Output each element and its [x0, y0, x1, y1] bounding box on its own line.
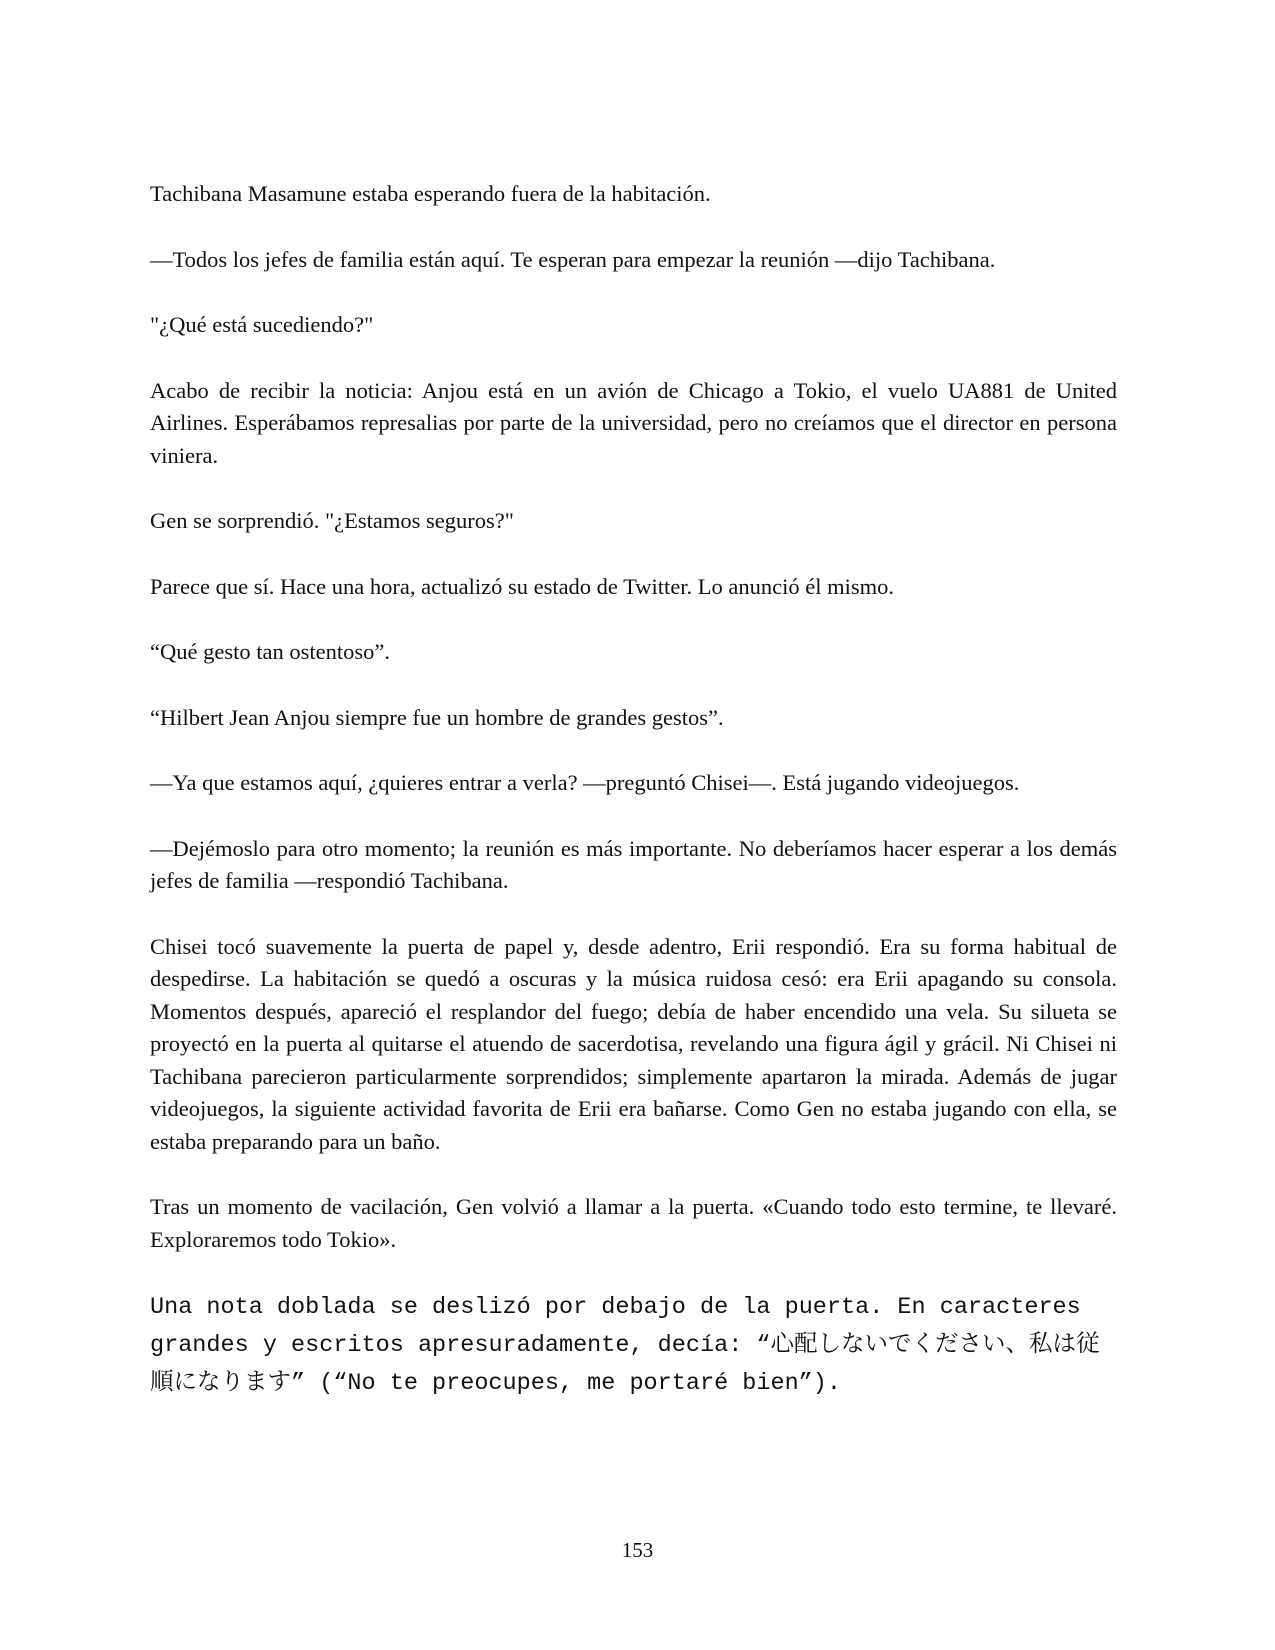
paragraph: Chisei tocó suavemente la puerta de papel y, desde adentro, Erii respondió. Era su forma habitual de despedirse. La habitación se quedó a oscuras y la música ruidosa cesó: era Erii apagando su consola. Momentos después, apareció el resplandor del fuego; debía de haber encendido una vela. Su silueta se proyectó en la puerta al quitarse el atuendo de sacerdotisa, revelando una figura ágil y grácil. Ni Chisei ni Tachibana parecieron particularmente sorprendidos; simplemente apartaron la mirada. Además de jugar videojuegos, la siguiente actividad favorita de Erii era bañarse. Como Gen no estaba jugando con ella, se estaba preparando para un baño. — [150, 933, 1117, 1154]
paragraph: Tras un momento de vacilación, Gen volvió a llamar a la puerta. «Cuando todo esto termine, te llevaré. Exploraremos todo Tokio». — [150, 1194, 1117, 1252]
paragraph: Parece que sí. Hace una hora, actualizó su estado de Twitter. Lo anunció él mismo. — [150, 573, 895, 599]
note-paragraph: Una nota doblada se deslizó por debajo de la puerta. En caracteres grandes y escritos apresuradamente, decía: “心配しないでください、私は従順になります” (“No te preocupes, me portaré bien”). — [150, 1294, 1100, 1397]
paragraph: Acabo de recibir la noticia: Anjou está en un avión de Chicago a Tokio, el vuelo UA881 de United Airlines. Esperábamos represalias por parte de la universidad, pero no creíamos que el director en persona viniera. — [150, 377, 1117, 468]
paragraph: —Ya que estamos aquí, ¿quieres entrar a verla? —preguntó Chisei—. Está jugando videojuegos. — [150, 770, 1020, 795]
paragraph: Gen se sorprendió. "¿Estamos seguros?" — [150, 508, 514, 533]
paragraph: —Todos los jefes de familia están aquí. Te esperan para empezar la reunión —dijo Tachibana. — [150, 246, 996, 272]
paragraph: Tachibana Masamune estaba esperando fuera de la habitación. — [150, 181, 711, 206]
page-body — [150, 178, 1117, 1436]
page-number: 153 — [621, 1538, 654, 1562]
paragraph: “Qué gesto tan ostentoso”. — [150, 639, 390, 664]
paragraph: "¿Qué está sucediendo?" — [150, 312, 374, 337]
paragraph: “Hilbert Jean Anjou siempre fue un hombre de grandes gestos”. — [150, 704, 724, 730]
paragraph: —Dejémoslo para otro momento; la reunión es más importante. No deberíamos hacer esperar a los demás jefes de familia —respondió Tachibana. — [150, 835, 1117, 893]
